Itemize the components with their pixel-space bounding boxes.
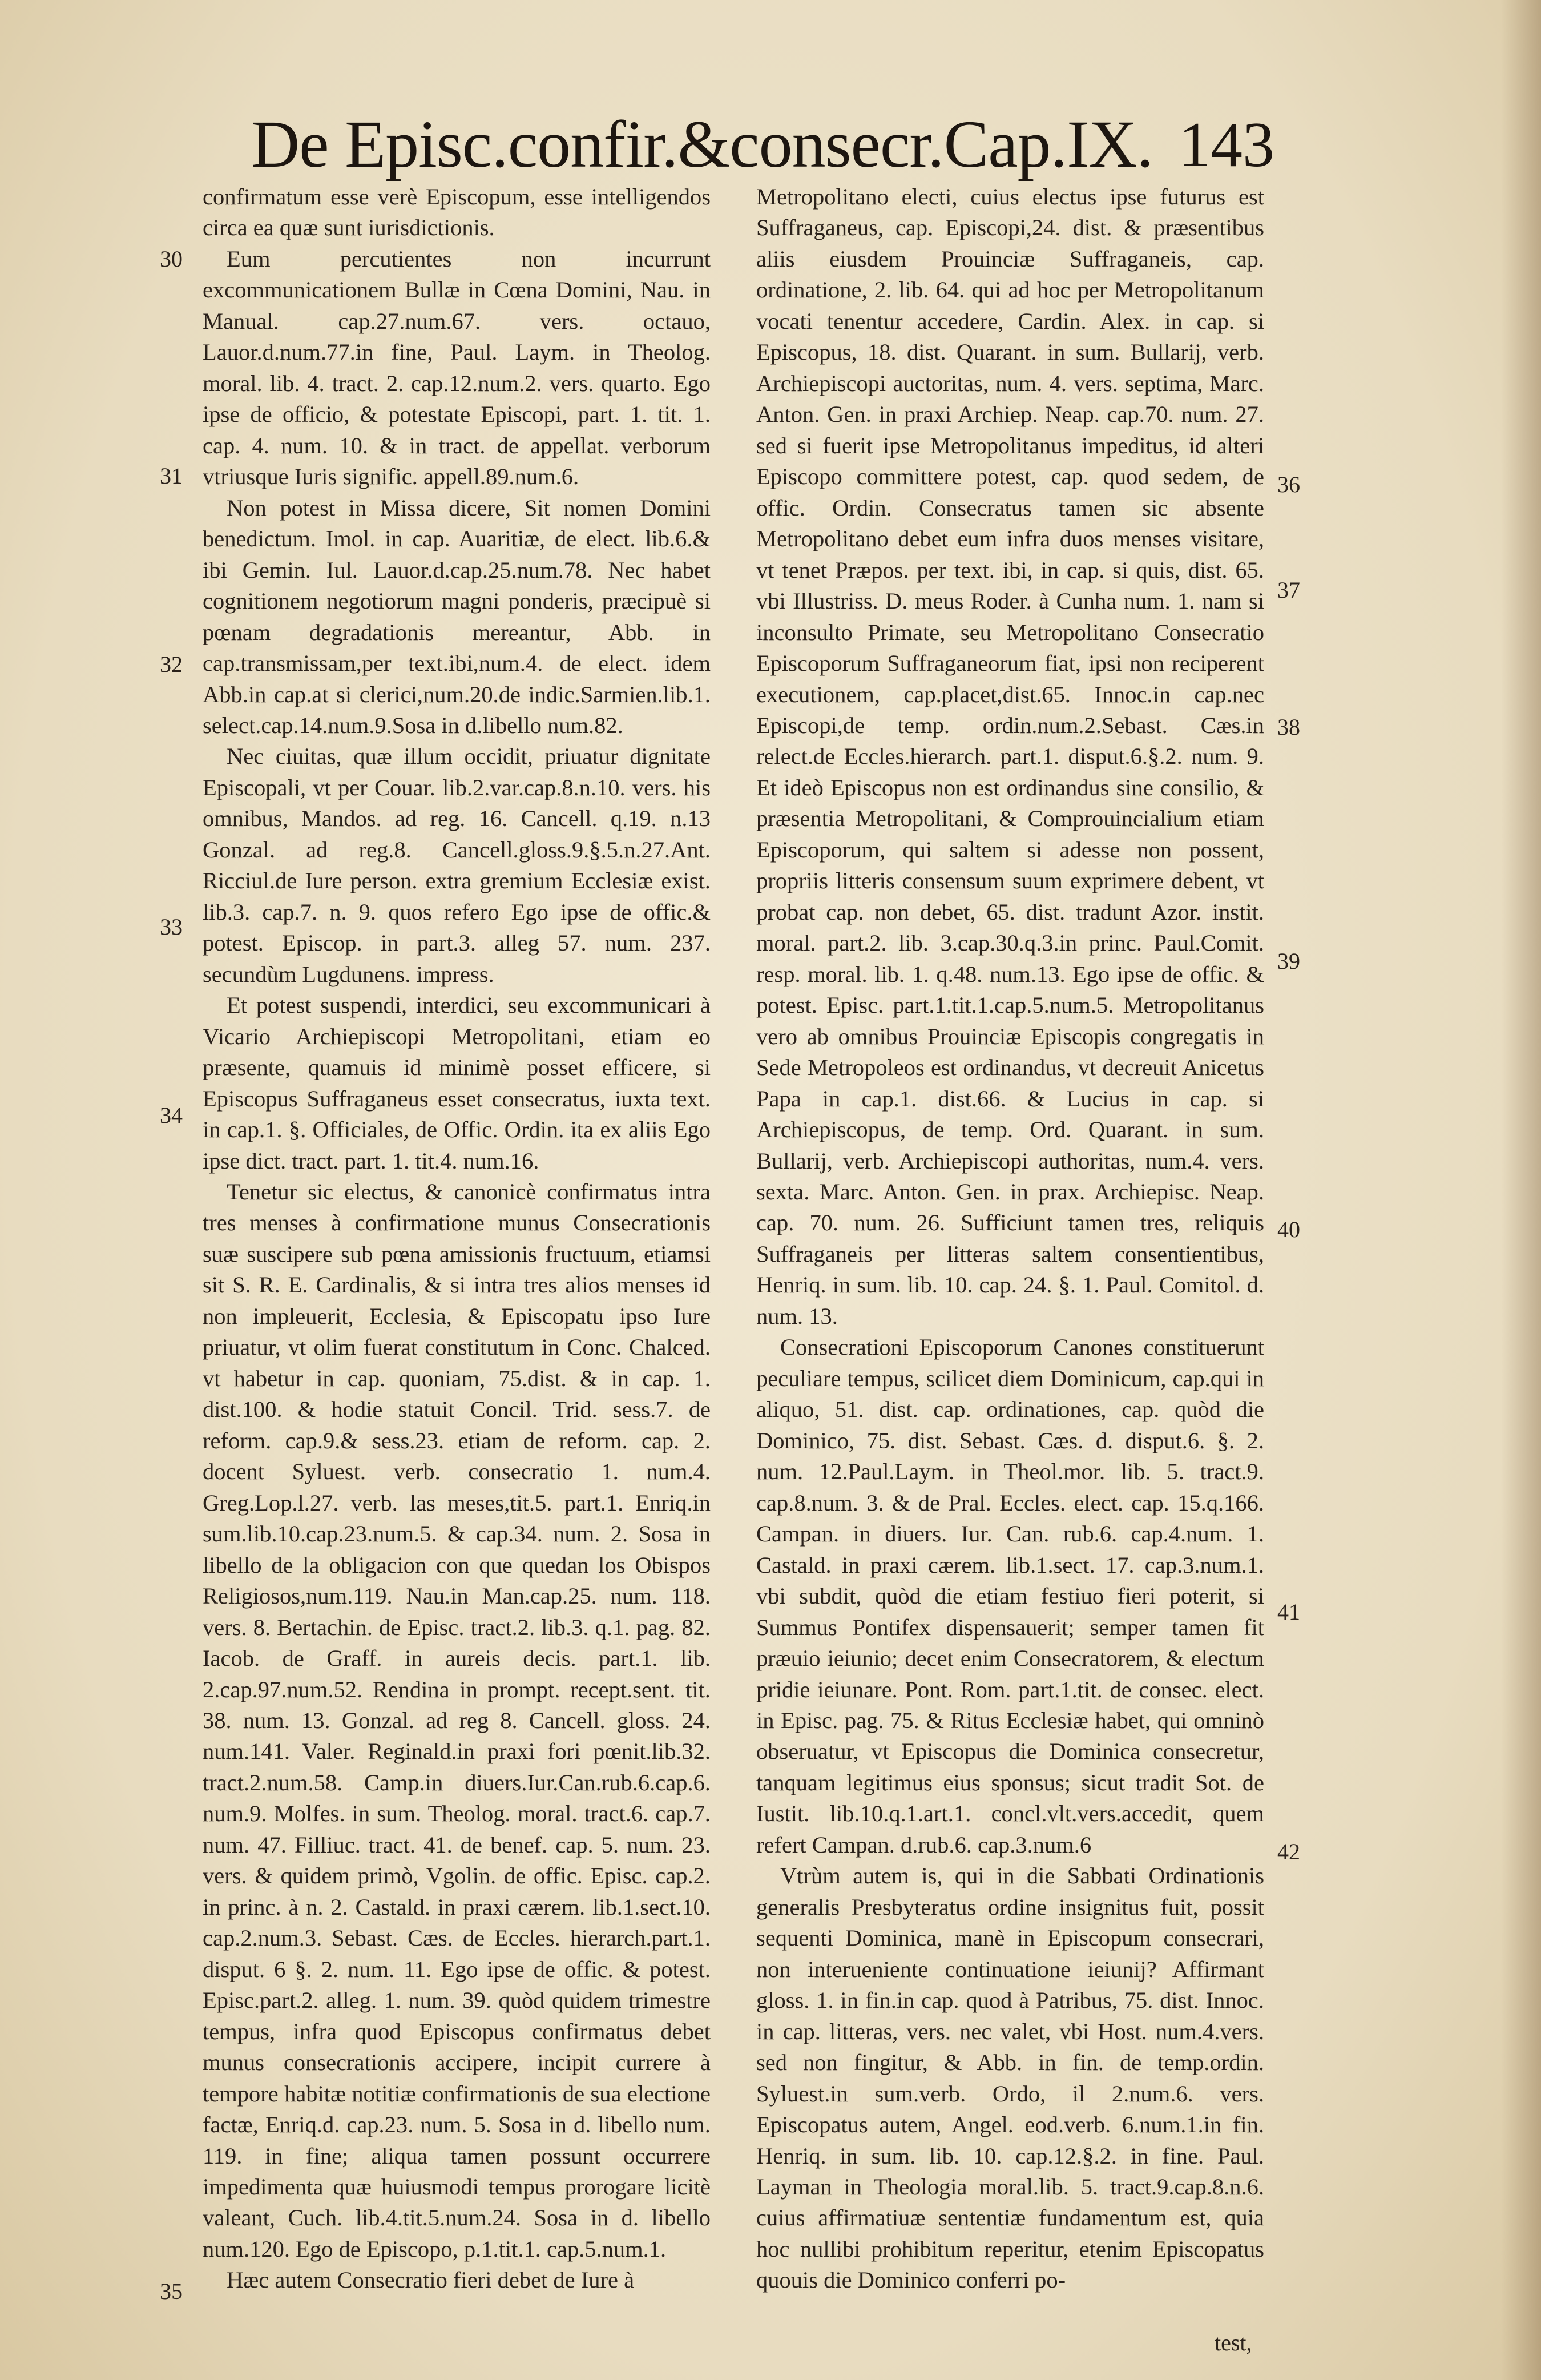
left-column-text <box>203 182 711 2296</box>
paragraph: Nec ciuitas, quæ illum occidit, priuatur dignitate Episcopali, vt per Couar. lib.2.var.cap.8.n.10. vers. his omnibus, Mandos. ad reg. 16. Cancell. q.19. n.13 Gonzal. ad reg.8. Cancell.gloss.9.§.5.n.27.Ant. Ricciul.de Iure person. extra gremium Ecclesiæ exist. lib.3. cap.7. n. 9. quos refero Ego ipse de offic.& potest. Episcop. in part.3. alleg 57. num. 237. secundùm Lugdunens. impress. <box>203 743 711 987</box>
margin-number: 41 <box>1277 1599 1300 1625</box>
margin-number: 32 <box>160 651 183 677</box>
paragraph: Metropolitano electi, cuius electus ipse futurus est Suffraganeus, cap. Episcopi,24. dist. & præsentibus aliis eiusdem Prouinciæ Suffraganeis, cap. ordinatione, 2. lib. 64. qui ad hoc per Metropolitanum vocati tenentur accedere, Cardin. Alex. in cap. si Episcopus, 18. dist. Quarant. in sum. Bullarij, verb. Archiepiscopi auctoritas, num. 4. vers. septima, Marc. Anton. Gen. in praxi Archiep. Neap. cap.70. num. 27. sed si fuerit ipse Metropolitanus impeditus, id alteri Episcopo committere potest, cap. quod sedem, de offic. Ordin. Consecratus tamen sic absente Metropolitano debet eum infra duos menses visitare, vt tenet Præpos. per text. ibi, in cap. si quis, dist. 65. vbi Illustriss. D. meus Roder. à Cunha num. 1. nam si inconsulto Primate, seu Metropolitano Consecratio Episcoporum Suffraganeorum fiat, ipsi non reciperent executionem, cap.placet,dist.65. Innoc.in cap.nec Episcopi,de temp. ordin.num.2.Sebast. Cæs.in relect.de Eccles.hierarch. part.1. disput.6.§.2. num. 9. Et ideò Episcopus non est ordinandus sine consilio, & præsentia Metropolitani, & Comprouincialium etiam Episcoporum, qui saltem si adesse non possent, propriis litteris consensum suum exprimere debent, vt probat cap. non debet, 65. dist. tradunt Azor. instit. moral. part.2. lib. 3.cap.30.q.3.in princ. Paul.Comit. resp. moral. lib. 1. q.48. num.13. Ego ipse de offic. & potest. Episc. part.1.tit.1.cap.5.num.5. Metropolitanus vero ab omnibus Prouinciæ Episcopis congregatis in Sede Metropoleos est ordinandus, vt decreuit Anicetus Papa in cap.1. dist.66. & Lucius in cap. si Archiepiscopus, de temp. Ord. Quarant. in sum. Bullarij, verb. Archiepiscopi authoritas, num.4. vers. sexta. Marc. Anton. Gen. in prax. Archiepisc. Neap. cap. 70. num. 26. Sufficiunt tamen tres, reliquis Suffraganeis per litteras saltem consentientibus, Henriq. in sum. lib. 10. cap. 24. §. 1. Paul. Comitol. d. num. 13. <box>756 184 1264 1329</box>
margin-number: 35 <box>160 2278 183 2304</box>
margin-number: 38 <box>1277 714 1300 740</box>
margin-number: 31 <box>160 463 183 489</box>
paragraph: Et potest suspendi, interdici, seu excommunicari à Vicario Archiepiscopi Metropolitani, etiam eo præsente, quamuis id minimè posset efficere, si Episcopus Suffraganeus esset consecratus, iuxta text. in cap.1. §. Officiales, de Offic. Ordin. ita ex aliis Ego ipse dict. tract. part. 1. tit.4. num.16. <box>203 992 711 1174</box>
catchword: test, <box>1215 2330 1252 2355</box>
right-column-text <box>756 182 1264 2296</box>
margin-number: 34 <box>160 1102 183 1128</box>
left-column <box>203 182 711 2328</box>
paragraph: Vtrùm autem is, qui in die Sabbati Ordinationis generalis Presbyteratus ordine insignitus fuit, possit sequenti Dominica, manè in Episcopum consecrari, non interueniente continuatione ieiunij? Affirmant gloss. 1. in fin.in cap. quod à Patribus, 75. dist. Innoc. in cap. litteras, vers. nec valet, vbi Host. num.4.vers. sed non fingitur, & Abb. in fin. de temp.ordin. Syluest.in sum.verb. Ordo, il 2.num.6. vers. Episcopatus autem, Angel. eod.verb. 6.num.1.in fin. Henriq. in sum. lib. 10. cap.12.§.2. in fine. Paul. Layman in Theologia moral.lib. 5. tract.9.cap.8.n.6. cuius affirmatiuæ sententiæ fundamentum est, quia hoc nullibi prohibitum reperitur, etenim Episcopatus quouis die Dominico conferri po- <box>756 1863 1264 2293</box>
margin-number: 30 <box>160 246 183 272</box>
paragraph: Consecrationi Episcoporum Canones constituerunt peculiare tempus, scilicet diem Dominicum, cap.qui in aliquo, 51. dist. cap. ordinationes, cap. quòd die Dominico, 75. dist. Sebast. Cæs. d. disput.6. §. 2. num. 12.Paul.Laym. in Theol.mor. lib. 5. tract.9. cap.8.num. 3. & de Pral. Eccles. elect. cap. 15.q.166. Campan. in diuers. Iur. Can. rub.6. cap.4.num. 1. Castald. in praxi cærem. lib.1.sect. 17. cap.3.num.1. vbi subdit, quòd die etiam festiuo fieri poterit, si Summus Pontifex dispensauerit; semper tamen fit præuio ieiunio; decet enim Consecratorem, & electum pridie ieiunare. Pont. Rom. part.1.tit. de consec. elect. in Episc. pag. 75. & Ritus Ecclesiæ habet, qui omninò obseruatur, vt Episcopus die Dominica consecretur, tanquam legitimus eius sponsus; sicut tradit Sot. de Iustit. lib.10.q.1.art.1. concl.vlt.vers.accedit, quem refert Campan. d.rub.6. cap.3.num.6 <box>756 1334 1264 1858</box>
paragraph: Non potest in Missa dicere, Sit nomen Domini benedictum. Imol. in cap. Auaritiæ, de elect. lib.6.& ibi Gemin. Iul. Lauor.d.cap.25.num.78. Nec habet cognitionem negotiorum magni ponderis, præcipuè si pœnam degradationis mereantur, Abb. in cap.transmissam,per text.ibi,num.4. de elect. idem Abb.in cap.at si clerici,num.20.de indic.Sarmien.lib.1. select.cap.14.num.9.Sosa in d.libello num.82. <box>203 494 711 738</box>
margin-number: 33 <box>160 914 183 940</box>
right-column <box>756 182 1264 2328</box>
paragraph: Tenetur sic electus, & canonicè confirmatus intra tres menses à confirmatione munus Consecrationis suæ suscipere sub pœna amissionis fructuum, etiamsi sit S. R. E. Cardinalis, & si intra tres alios menses id non impleuerit, Ecclesia, & Episcopatu ipso Iure priuatur, vt olim fuerat constitutum in Conc. Chalced. vt habetur in cap. quoniam, 75.dist. & in cap. 1. dist.100. & hodie statuit Concil. Trid. sess.7. de reform. cap.9.& sess.23. etiam de reform. cap. 2. docent Syluest. verb. consecratio 1. num.4. Greg.Lop.l.27. verb. las meses,tit.5. part.1. Enriq.in sum.lib.10.cap.23.num.5. & cap.34. num. 2. Sosa in libello de la obligacion con que quedan los Obispos Religiosos,num.119. Nau.in Man.cap.25. num. 118. vers. 8. Bertachin. de Episc. tract.2. lib.3. q.1. pag. 82. Iacob. de Graff. in aureis decis. part.1. lib. 2.cap.97.num.52. Rendina in prompt. recept.sent. tit. 38. num. 13. Gonzal. ad reg 8. Cancell. gloss. 24. num.141. Valer. Reginald.in praxi fori pœnit.lib.32. tract.2.num.58. Camp.in diuers.Iur.Can.rub.6.cap.6. num.9. Molfes. in sum. Theolog. moral. tract.6. cap.7. num. 47. Filliuc. tract. 41. de benef. cap. 5. num. 23. vers. & quidem primò, Vgolin. de offic. Episc. cap.2. in princ. à n. 2. Castald. in praxi cærem. lib.1.sect.10. cap.2.num.3. Sebast. Cæs. de Eccles. hierarch.part.1. disput. 6 §. 2. num. 11. Ego ipse de offic. & potest. Episc.part.2. alleg. 1. num. 39. quòd quidem trimestre tempus, infra quod Episcopus confirmatus debet munus consecrationis accipere, incipit currere à tempore habitæ notitiæ confirmationis de sua electione factæ, Enriq.d. cap.23. num. 5. Sosa in d. libello num. 119. in fine; aliqua tamen possunt occurrere impedimenta quæ huiusmodi tempus prorogare licitè valeant, Cuch. lib.4.tit.5.num.24. Sosa in d. libello num.120. Ego de Episcopo, p.1.tit.1. cap.5.num.1. <box>203 1179 711 2262</box>
margin-number: 39 <box>1277 948 1300 974</box>
page-edge-shadow <box>1501 0 1541 2380</box>
paragraph: Hæc autem Consecratio fieri debet de Iure à <box>227 2267 635 2293</box>
margin-number: 36 <box>1277 472 1300 497</box>
running-title: De Episc.confir.&consecr.Cap.IX. <box>251 107 1153 182</box>
margin-number: 42 <box>1277 1839 1300 1864</box>
page-number: 143 <box>1179 110 1274 180</box>
margin-number: 37 <box>1277 577 1300 603</box>
paragraph: confirmatum esse verè Episcopum, esse intelligendos circa ea quæ sunt iurisdictionis. <box>203 184 711 241</box>
margin-number: 40 <box>1277 1217 1300 1242</box>
paragraph: Eum percutientes non incurrunt excommunicationem Bullæ in Cœna Domini, Nau. in Manual. cap.27.num.67. vers. octauo, Lauor.d.num.77.in fine, Paul. Laym. in Theolog. moral. lib. 4. tract. 2. cap.12.num.2. vers. quarto. Ego ipse de officio, & potestate Episcopi, part. 1. tit. 1. cap. 4. num. 10. & in tract. de appellat. verborum vtriusque Iuris signific. appell.89.num.6. <box>203 245 711 490</box>
